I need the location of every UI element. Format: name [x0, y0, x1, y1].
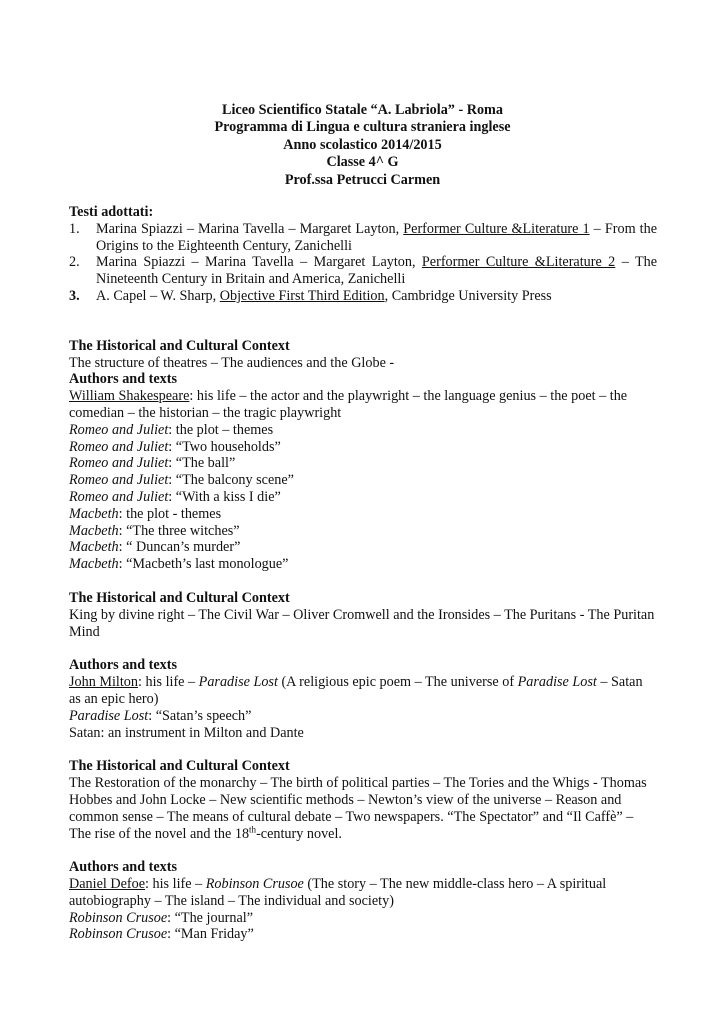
work-description: : “Macbeth’s last monologue” [118, 556, 289, 573]
work-title: Macbeth [69, 505, 119, 522]
work-entry [69, 926, 657, 943]
context-text [69, 775, 657, 842]
author-description: (The story – The new middle-class hero – A spiritual autobiography – The island – The individual and society) [69, 876, 607, 909]
work-entry [69, 708, 657, 725]
book-title: Performer Culture &Literature 1 [403, 220, 590, 237]
context-text-part: The Restoration of the monarchy – The birth of political parties – The Tories and the Whigs - Thomas Hobbes and John Locke – New scientific methods – Newton’s view of the universe – Reason and common sense – The means of cultural debate – Two newspapers. “The Spectator” and “Il Caffè” – The rise of the novel and the 18 [69, 775, 647, 842]
work-title: Macbeth [69, 556, 119, 573]
author-entry [69, 388, 657, 422]
author-name: John Milton [69, 674, 138, 691]
work-title: Robinson Crusoe [205, 876, 304, 893]
work-description: : the plot - themes [118, 505, 222, 522]
context-text-part: -century novel. [256, 825, 342, 842]
work-description: : the plot – themes [168, 421, 274, 438]
context-text: The structure of theatres – The audiences and the Globe - [69, 354, 395, 371]
work-entry [69, 422, 657, 439]
work-description: : “With a kiss I die” [168, 488, 281, 505]
context-heading: The Historical and Cultural Context [69, 589, 290, 606]
work-entry [69, 523, 657, 540]
work-description: : “The three witches” [118, 522, 240, 539]
author-description: : his life – the actor and the playwright – the language genius – the poet – the comedian – the historian – the tragic playwright [69, 388, 628, 421]
author-description: – Satan as an epic hero) [69, 674, 643, 707]
school-year: Anno scolastico 2014/2015 [283, 136, 442, 153]
work-title: Romeo and Juliet [69, 455, 169, 472]
book-authors: Marina Spiazzi – Marina Tavella – Margaret Layton, [96, 254, 422, 271]
work-description: : “The balcony scene” [168, 472, 294, 489]
book-authors: A. Capel – W. Sharp, [96, 287, 220, 304]
work-title: Romeo and Juliet [69, 438, 169, 455]
class-name: Classe 4^ G [326, 154, 399, 171]
book-title: Objective First Third Edition [219, 287, 385, 304]
work-description: : “Man Friday” [167, 926, 254, 943]
author-name: William Shakespeare [69, 388, 190, 405]
ordinal-suffix: th [249, 823, 257, 834]
list-item [69, 221, 657, 255]
author-description: (A religious epic poem – The universe of [277, 674, 518, 691]
document-header [0, 102, 725, 189]
note-line: Satan: an instrument in Milton and Dante [69, 724, 304, 741]
work-entry [69, 910, 657, 927]
work-title: Paradise Lost [69, 707, 149, 724]
work-title: Romeo and Juliet [69, 472, 169, 489]
teacher-name: Prof.ssa Petrucci Carmen [284, 171, 441, 188]
work-description: : “Satan’s speech” [148, 707, 252, 724]
work-entry [69, 489, 657, 506]
list-number: 2. [69, 254, 80, 271]
book-authors: Marina Spiazzi – Marina Tavella – Margaret Layton, [96, 220, 404, 237]
work-description: : “Two households” [168, 438, 281, 455]
work-entry [69, 556, 657, 573]
work-title: Macbeth [69, 522, 119, 539]
book-details: – From the Origins to the Eighteenth Century, Zanichelli [96, 220, 658, 254]
context-heading: The Historical and Cultural Context [69, 758, 290, 775]
author-description: : his life – [145, 876, 206, 893]
book-details: , Cambridge University Press [384, 287, 552, 304]
work-title: Robinson Crusoe [69, 926, 168, 943]
work-entry [69, 506, 657, 523]
list-item [69, 288, 657, 305]
work-title: Paradise Lost [198, 674, 278, 691]
context-text: King by divine right – The Civil War – Oliver Cromwell and the Ironsides – The Puritans - The Puritan Mind [69, 606, 655, 640]
author-name: Daniel Defoe [69, 876, 146, 893]
authors-heading: Authors and texts [69, 657, 177, 674]
context-heading: The Historical and Cultural Context [69, 337, 290, 354]
document-body [69, 204, 657, 943]
work-title: Paradise Lost [517, 674, 597, 691]
work-title: Romeo and Juliet [69, 488, 169, 505]
work-description: : “The ball” [168, 455, 236, 472]
work-entry [69, 539, 657, 556]
work-description: : “ Duncan’s murder” [118, 539, 241, 556]
work-title: Romeo and Juliet [69, 421, 169, 438]
book-details: – The Nineteenth Century in Britain and America, Zanichelli [96, 254, 657, 288]
work-title: Macbeth [69, 539, 119, 556]
book-title: Performer Culture &Literature 2 [421, 254, 616, 271]
school-name: Liceo Scientifico Statale “A. Labriola” - Roma [222, 102, 503, 118]
author-entry [69, 674, 657, 708]
authors-heading: Authors and texts [69, 371, 177, 388]
author-entry [69, 876, 657, 910]
work-description: : “The journal” [167, 909, 254, 926]
authors-heading: Authors and texts [69, 859, 177, 876]
author-description: : his life – [137, 674, 199, 691]
work-entry [69, 472, 657, 489]
list-number: 3. [69, 287, 80, 304]
list-number: 1. [69, 220, 80, 237]
work-entry [69, 439, 657, 456]
textbook-list [69, 221, 657, 305]
texts-heading: Testi adottati: [69, 204, 154, 220]
work-entry [69, 455, 657, 472]
list-item [69, 254, 657, 288]
program-title: Programma di Lingua e cultura straniera inglese [214, 119, 511, 136]
work-title: Robinson Crusoe [69, 909, 168, 926]
